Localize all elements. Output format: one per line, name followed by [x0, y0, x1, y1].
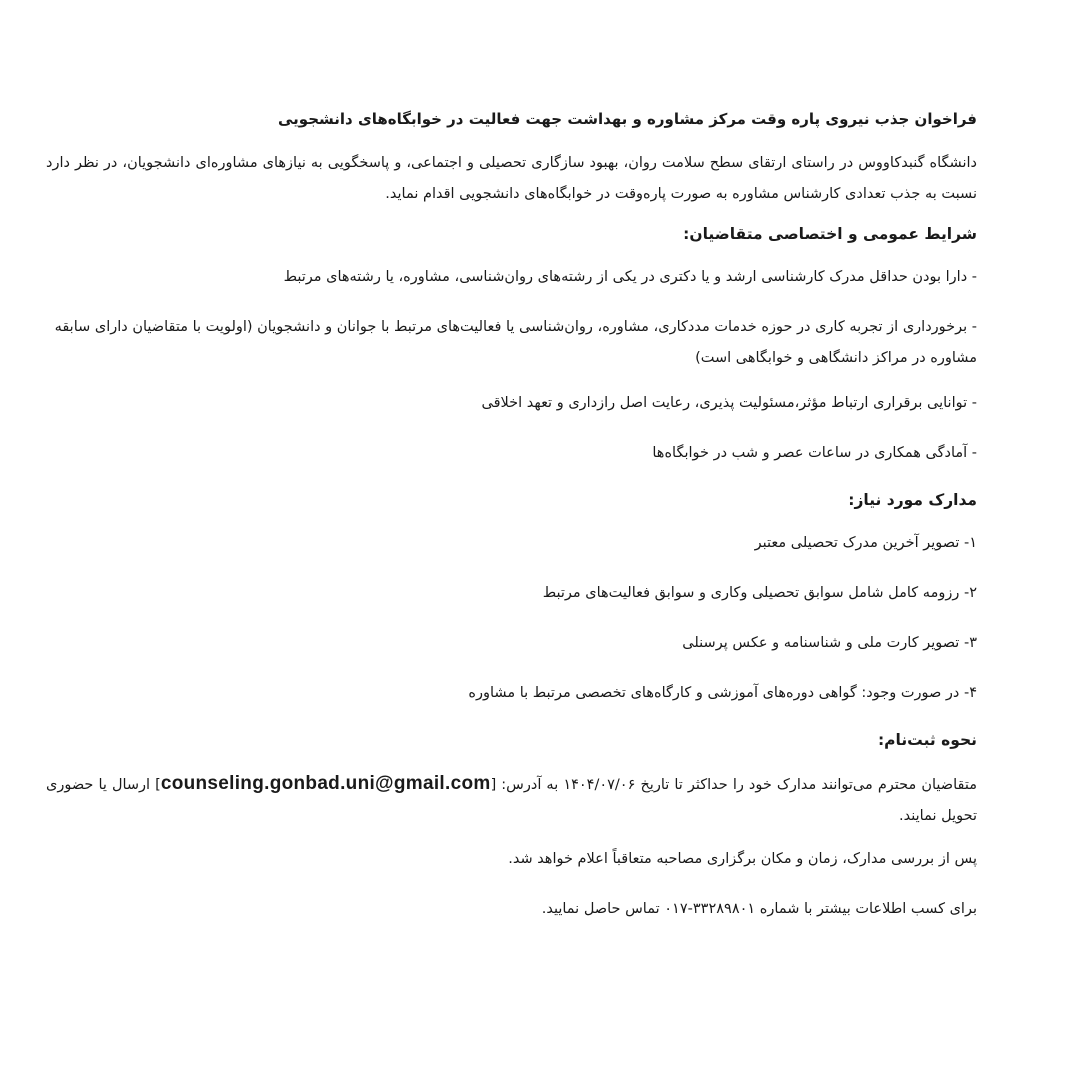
condition-item: - توانایی برقراری ارتباط مؤثر،مسئولیت پذیری، رعایت اصل رازداری و تعهد اخلاقی	[481, 395, 977, 411]
registration-delivery-text: ارسال یا حضوری تحویل نمایند.	[46, 777, 977, 824]
condition-item: - برخورداری از تجربه کاری در حوزه خدمات مددکاری، مشاوره، روان‌شناسی یا فعالیت‌های مرتبط با جوانان و دانشجویان (اولویت با متقاضیان دارای سابقه مشاوره در مراکز دانشگاهی و خوابگاهی است)	[54, 319, 977, 366]
conditions-heading: شرایط عمومی و اختصاصی متقاضیان:	[683, 225, 977, 243]
registration-deadline-text: متقاضیان محترم می‌توانند مدارک خود را حداکثر تا تاریخ ۱۴۰۴/۰۷/۰۶ به آدرس:	[501, 777, 978, 793]
registration-paragraph	[46, 768, 977, 832]
document-title: فراخوان جذب نیروی پاره وقت مرکز مشاوره و بهداشت جهت فعالیت در خوابگاه‌های دانشجویی	[277, 110, 977, 128]
document-item: ۳- تصویر کارت ملی و شناسنامه و عکس پرسنلی	[682, 635, 977, 651]
documents-heading: مدارک مورد نیاز:	[848, 491, 977, 509]
interview-notice: پس از بررسی مدارک، زمان و مکان برگزاری مصاحبه متعاقباً اعلام خواهد شد.	[508, 851, 977, 867]
email-address: [counseling.gonbad.uni@gmail.com]	[155, 773, 497, 794]
contact-info: برای کسب اطلاعات بیشتر با شماره ۳۳۲۸۹۸۰۱-۰۱۷ تماس حاصل نمایید.	[541, 901, 977, 917]
intro-paragraph: دانشگاه گنبدکاووس در راستای ارتقای سطح سلامت روان، بهبود سازگاری تحصیلی و اجتماعی، و پاسخگویی به نیازهای مشاوره‌ای دانشجویان، در نظر دارد نسبت به جذب تعدادی کارشناس مشاوره به صورت پاره‌وقت در خوابگاه‌های دانشجویی اقدام نماید.	[46, 155, 977, 202]
document-item: ۴- در صورت وجود: گواهی دوره‌های آموزشی و کارگاه‌های تخصصی مرتبط با مشاوره	[468, 685, 977, 701]
email-text: counseling.gonbad.uni@gmail.com	[160, 773, 491, 794]
registration-heading: نحوه ثبت‌نام:	[877, 731, 977, 749]
document-item: ۱- تصویر آخرین مدرک تحصیلی معتبر	[754, 535, 977, 551]
document-item: ۲- رزومه کامل شامل سوابق تحصیلی وکاری و سوابق فعالیت‌های مرتبط	[542, 585, 977, 601]
condition-item: - آمادگی همکاری در ساعات عصر و شب در خوابگاه‌ها	[652, 445, 977, 461]
condition-item: - دارا بودن حداقل مدرک کارشناسی ارشد و یا دکتری در یکی از رشته‌های روان‌شناسی، مشاوره، یا رشته‌های مرتبط	[283, 269, 977, 285]
